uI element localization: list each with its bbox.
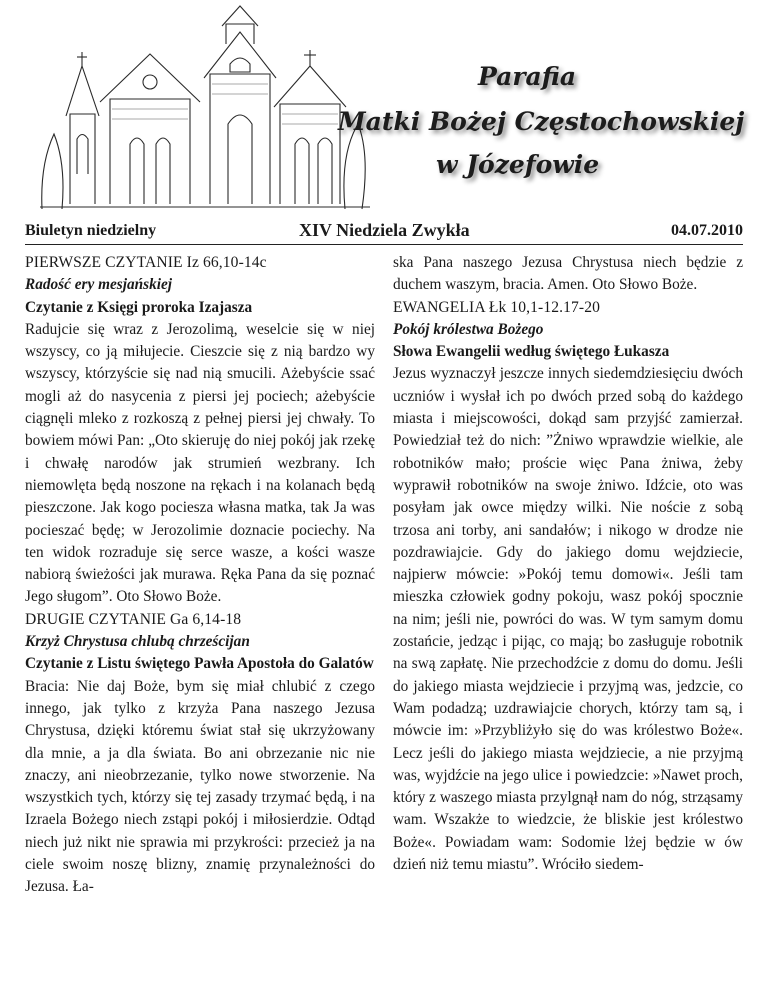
first-reading-source: Czytanie z Księgi proroka Izajasza bbox=[25, 298, 253, 316]
left-column bbox=[25, 252, 375, 899]
second-reading-text: Bracia: Nie daj Boże, bym się miał chlubić z czego innego, jak tylko z krzyża Pana naszego Jezusa Chrystusa, dzięki któremu świat stał się ukrzyżowany dla mnie, a ja dla świata. Bo ani obrzezanie nic nie znaczy, ani nieobrzezanie, tylko nowe stworzenie. Na wszystkich tych, którzy się tej zasady trzymać będą, i na Izraela Bożego niech zstąpi pokój i miłosierdzie. Odtąd niech już nikt nie sprawia mi przykrości: przecież ja na ciele swoim noszę blizny, znamię przynależności do Jezusa. Ła- bbox=[25, 677, 375, 896]
bulletin-label: Biuletyn niedzielny bbox=[25, 222, 157, 239]
gospel-subtitle: Pokój królestwa Bożego bbox=[393, 320, 544, 338]
gospel-text: Jezus wyznaczył jeszcze innych siedemdziesięciu dwóch uczniów i wysłał ich po dwóch przed sobą do każdego miasta i miejscowości, dokąd sam przyjść zamierzał. Powiedział też do nich: ”Żniwo wprawdzie wielkie, ale robotników mało; proście więc Pana żniwa, żeby wyprawił robotników na swoje żniwo. Idźcie, oto was posyłam jak owce między wilki. Nie noście z sobą trzosa ani torby, ani sandałów; i nikogo w drodze nie pozdrawiajcie. Gdy do jakiego domu wejdziecie, najpierw mówcie: »Pokój temu domowi«. Jeśli tam mieszka człowiek godny pokoju, wasz pokój spocznie na nim; jeśli nie, powróci do was. W tym samym domu zostańcie, jedząc i pijąc, co mają; bo zasługuje robotnik na swą zapłatę. Nie przechodźcie z domu do domu. Jeśli do jakiego miasta wejdziecie i przyjmą was, jedzcie, co Wam podadzą; uzdrawiajcie chorych, którzy tam są, i mówcie im: »Przybliżyło się do was królestwo Boże«. Lecz jeśli do jakiego miasta wejdziecie, a nie przyjmą was, wyjdźcie na jego ulice i powiedzcie: »Nawet proch, który z waszego miasta przylgnął nam do nóg, strząsamy wam. Wszakże to wiedzcie, że bliskie jest królestwo Boże«. Powiadam wam: Sodomie lżej będzie w ów dzień niż temu miastu”. Wróciło siedem- bbox=[393, 365, 743, 874]
church-illustration bbox=[40, 4, 370, 210]
parish-title-line3: w Józefowie bbox=[436, 150, 600, 179]
gospel-source: Słowa Ewangelii według świętego Łukasza bbox=[393, 343, 670, 361]
second-reading-subtitle: Krzyż Chrystusa chlubą chrześcijan bbox=[25, 633, 250, 651]
sunday-name: XIV Niedziela Zwykła bbox=[299, 220, 470, 240]
first-reading-text: Radujcie się wraz z Jerozolimą, weselcie się w niej wszyscy, co ją miłujecie. Cieszcie się z nią bardzo wy wszyscy, którzyście się nad nią smucili. Ażebyście ssać mogli aż do nasycenia z piersi jej pociech; ażebyście ciągnęli mleko z rozkoszą z pełnej piersi jej chwały. To bowiem mówi Pan: „Oto skieruję do niej pokój jak rzekę i chwałę narodów jak strumień wezbrany. Ich niemowlęta będą noszone na rękach i na kolanach będą pieszczone. Jak kogo pociesza własna matka, tak Ja was pocieszać będę; w Jerozolimie doznacie pociechy. Na ten widok rozraduje się serce wasze, a kości wasze nabiorą świeżości jak murawa. Ręka Pana da się poznać Jego sługom”. Oto Słowo Boże. bbox=[25, 320, 375, 606]
second-reading-text-continued: ska Pana naszego Jezusa Chrystusa niech będzie z duchem waszym, bracia. Amen. Oto Słowo Boże. bbox=[393, 254, 743, 294]
gospel-heading: EWANGELIA Łk 10,1-12.17-20 bbox=[393, 298, 601, 316]
first-reading-heading: PIERWSZE CZYTANIE Iz 66,10-14c bbox=[25, 254, 267, 271]
first-reading-subtitle: Radość ery mesjańskiej bbox=[25, 276, 173, 294]
parish-title-line1: Parafia bbox=[478, 62, 577, 91]
right-column bbox=[393, 252, 743, 876]
second-reading-heading: DRUGIE CZYTANIE Ga 6,14-18 bbox=[25, 610, 242, 628]
bulletin-info-bar bbox=[25, 222, 743, 244]
header-divider bbox=[25, 244, 743, 245]
second-reading-source: Czytanie z Listu świętego Pawła Apostoła do Galatów bbox=[25, 655, 374, 673]
parish-title-line2: Matki Bożej Częstochowskiej bbox=[338, 107, 745, 136]
masthead bbox=[0, 0, 768, 216]
bulletin-date: 04.07.2010 bbox=[671, 222, 743, 239]
